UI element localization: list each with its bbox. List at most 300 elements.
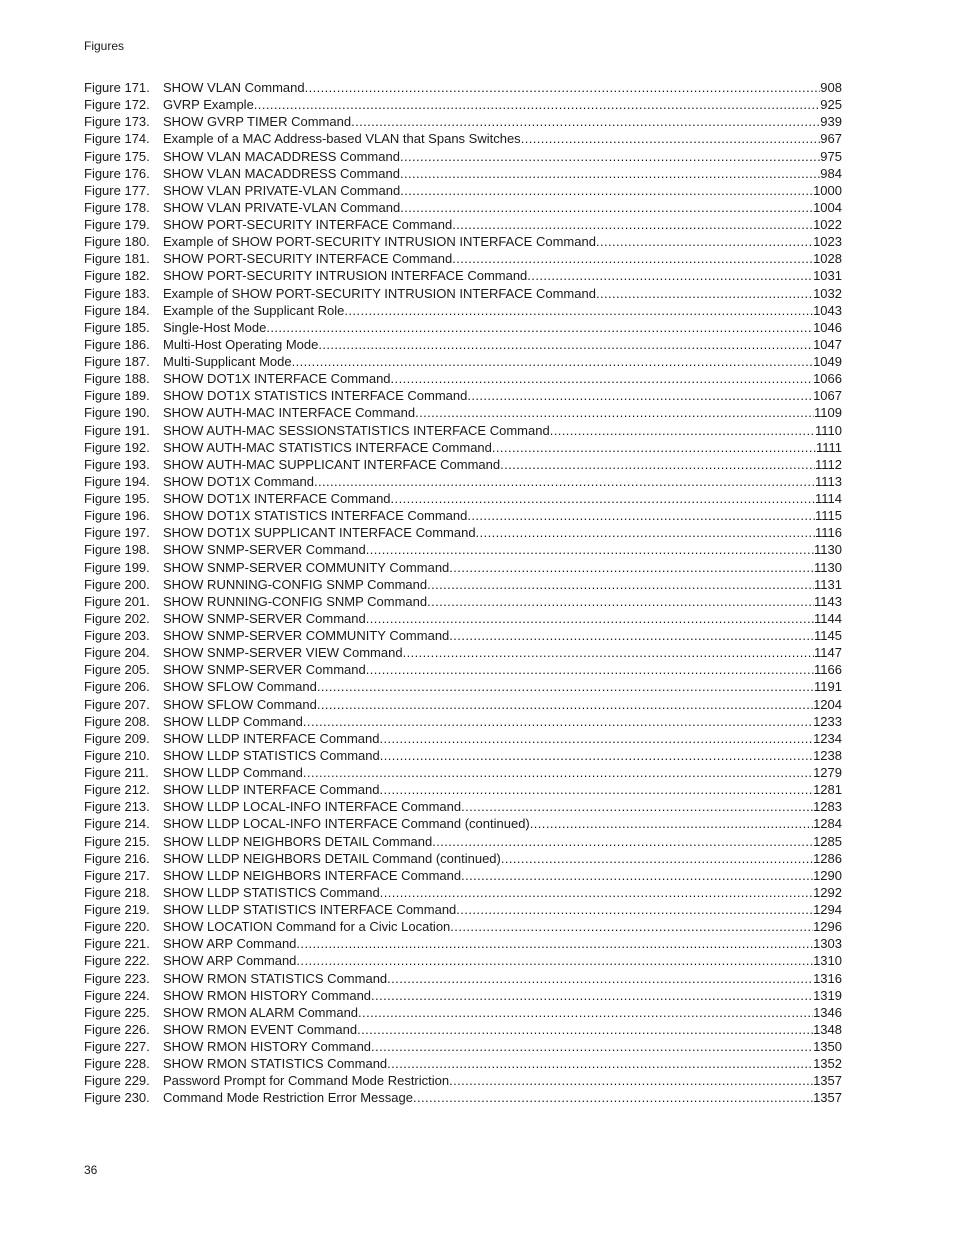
figure-number: Figure 229. [84, 1073, 150, 1089]
figure-entry[interactable] [84, 798, 842, 815]
figure-page-number: 1022 [813, 217, 842, 232]
figure-entry[interactable] [84, 1089, 842, 1106]
figure-number: Figure 210. [84, 747, 150, 763]
figure-number: Figure 206. [84, 679, 150, 695]
figure-page-number: 1283 [813, 799, 842, 815]
figure-number: Figure 196. [84, 508, 150, 524]
figure-title: GVRP Example [163, 97, 254, 113]
dot-leader [530, 815, 813, 832]
figure-title: SHOW RUNNING-CONFIG SNMP Command [163, 576, 428, 592]
figure-page-number: 1294 [813, 902, 842, 917]
dot-leader [317, 696, 813, 713]
figure-number: Figure 183. [84, 285, 150, 301]
dot-leader [596, 285, 813, 302]
figure-number: Figure 221. [84, 936, 150, 952]
figure-page-number: 1296 [813, 919, 842, 935]
figure-page-number: 1147 [814, 645, 842, 661]
figure-page-number: 1046 [813, 319, 842, 335]
figure-number: Figure 190. [84, 405, 150, 421]
dot-leader [400, 199, 813, 216]
figure-number: Figure 201. [84, 593, 150, 609]
dot-leader [427, 593, 814, 610]
dot-leader [400, 182, 813, 199]
dot-leader [317, 678, 814, 695]
figure-title: SHOW PORT-SECURITY INTRUSION INTERFACE Command [163, 268, 528, 284]
figure-page-number: 1032 [813, 285, 842, 301]
figure-entry[interactable] [84, 1072, 842, 1089]
figure-number: Figure 215. [84, 833, 150, 849]
figure-page-number: 984 [820, 165, 842, 181]
figure-page-number: 1112 [815, 456, 842, 472]
figure-title: Command Mode Restriction Error Message [163, 1090, 413, 1106]
figure-title: SHOW LLDP Command [163, 713, 303, 729]
figure-title: SHOW VLAN PRIVATE-VLAN Command [163, 182, 401, 198]
figure-title: SHOW LLDP STATISTICS INTERFACE Command [163, 902, 457, 917]
figure-page-number: 1238 [813, 747, 842, 763]
figure-title: SHOW SNMP-SERVER Command [163, 662, 366, 678]
figure-title: Multi-Host Operating Mode [163, 336, 319, 352]
figure-page-number: 1145 [814, 628, 842, 643]
figure-page-number: 1284 [813, 816, 842, 832]
figure-entry[interactable] [84, 661, 842, 678]
figure-title: SHOW SNMP-SERVER VIEW Command [163, 645, 403, 661]
figure-page-number: 939 [820, 114, 842, 130]
figure-page-number: 1346 [813, 1004, 842, 1020]
figure-entry[interactable] [84, 199, 842, 216]
figure-number: Figure 205. [84, 662, 150, 678]
figure-title: Example of a MAC Address-based VLAN that Spans Switches [163, 131, 521, 147]
figure-title: Example of SHOW PORT-SECURITY INTRUSION INTERFACE Command [163, 285, 596, 301]
dot-leader [400, 165, 820, 182]
figure-page-number: 1310 [813, 953, 842, 969]
figure-title: Password Prompt for Command Mode Restriction [163, 1073, 450, 1089]
figure-page-number: 1285 [813, 833, 842, 849]
figure-title: SHOW SFLOW Command [163, 679, 317, 695]
figure-page-number: 1028 [813, 251, 842, 267]
figure-page-number: 1066 [813, 371, 842, 387]
figure-entry[interactable] [84, 216, 842, 233]
figure-entry[interactable] [84, 644, 842, 661]
figure-entry[interactable] [84, 250, 842, 267]
dot-leader [391, 370, 814, 387]
figure-number: Figure 171. [84, 80, 150, 95]
figure-number: Figure 194. [84, 473, 150, 489]
dot-leader [452, 250, 813, 267]
figure-page-number: 1131 [814, 576, 842, 592]
figure-title: SHOW DOT1X STATISTICS INTERFACE Command [163, 388, 468, 404]
figure-number: Figure 188. [84, 371, 150, 387]
figure-number: Figure 176. [84, 165, 150, 181]
figure-entry[interactable] [84, 439, 842, 456]
figure-number: Figure 191. [84, 422, 150, 438]
figure-page-number: 1130 [814, 559, 842, 575]
figure-number: Figure 217. [84, 867, 150, 883]
dot-leader [380, 747, 813, 764]
figure-number: Figure 193. [84, 456, 150, 472]
dot-leader [521, 130, 821, 147]
figure-title: SHOW LLDP Command [163, 765, 303, 780]
figure-page-number: 1290 [813, 867, 842, 883]
figure-title: SHOW SNMP-SERVER COMMUNITY Command [163, 628, 450, 643]
figure-page-number: 1191 [814, 679, 842, 695]
figure-entry[interactable] [84, 952, 842, 969]
figure-number: Figure 207. [84, 696, 150, 712]
figure-entry[interactable] [84, 165, 842, 182]
figure-entry[interactable] [84, 696, 842, 713]
dot-leader [492, 439, 816, 456]
figure-title: SHOW PORT-SECURITY INTERFACE Command [163, 251, 453, 267]
figure-page-number: 1004 [813, 199, 842, 215]
figure-title: SHOW DOT1X SUPPLICANT INTERFACE Command [163, 525, 476, 541]
dot-leader [314, 473, 815, 490]
figure-entry[interactable] [84, 233, 842, 250]
figure-page-number: 1234 [813, 730, 842, 746]
figure-title: SHOW LLDP INTERFACE Command [163, 730, 380, 746]
figure-number: Figure 173. [84, 114, 150, 130]
figure-title: SHOW LLDP NEIGHBORS INTERFACE Command [163, 867, 462, 883]
figure-number: Figure 211. [84, 765, 149, 780]
figure-title: SHOW DOT1X INTERFACE Command [163, 371, 391, 387]
figure-title: SHOW LLDP LOCAL-INFO INTERFACE Command [163, 799, 462, 815]
figure-entry[interactable] [84, 1021, 842, 1038]
figure-number: Figure 197. [84, 525, 150, 541]
figure-entry[interactable] [84, 130, 842, 147]
dot-leader [254, 96, 821, 113]
dot-leader [296, 952, 813, 969]
figure-number: Figure 218. [84, 884, 150, 900]
figure-number: Figure 180. [84, 234, 150, 250]
figure-entry[interactable] [84, 473, 842, 490]
dot-leader [305, 79, 821, 96]
figure-entry[interactable] [84, 285, 842, 302]
figure-title: SHOW LLDP NEIGHBORS DETAIL Command [163, 833, 433, 849]
dot-leader [432, 833, 813, 850]
dot-leader [371, 987, 813, 1004]
figure-number: Figure 189. [84, 388, 150, 404]
figure-number: Figure 175. [84, 148, 150, 164]
figure-title: SHOW LLDP NEIGHBORS DETAIL Command (continued) [163, 850, 501, 866]
dot-leader [476, 524, 815, 541]
figure-entry[interactable] [84, 747, 842, 764]
figure-title: SHOW DOT1X INTERFACE Command [163, 491, 391, 506]
figure-entry[interactable] [84, 524, 842, 541]
figure-number: Figure 228. [84, 1056, 150, 1072]
figure-title: SHOW AUTH-MAC SESSIONSTATISTICS INTERFACE Command [163, 422, 550, 438]
dot-leader [387, 970, 813, 987]
figure-entry[interactable] [84, 490, 842, 507]
figure-page-number: 975 [820, 148, 842, 164]
dot-leader [366, 541, 814, 558]
figure-number: Figure 225. [84, 1004, 150, 1020]
figure-entry[interactable] [84, 456, 842, 473]
figure-page-number: 1113 [815, 473, 842, 489]
dot-leader [456, 901, 813, 918]
dot-leader [450, 918, 813, 935]
figure-title: SHOW DOT1X Command [163, 473, 314, 489]
figure-number: Figure 213. [84, 799, 150, 815]
figure-page-number: 1023 [813, 234, 842, 250]
figure-entry[interactable] [84, 559, 842, 576]
figure-number: Figure 186. [84, 336, 150, 352]
figure-title: SHOW VLAN Command [163, 80, 305, 95]
figure-entry[interactable] [84, 148, 842, 165]
figure-page-number: 1116 [815, 525, 842, 541]
figure-page-number: 1144 [814, 610, 842, 626]
running-header: Figures [84, 39, 125, 53]
dot-leader [461, 798, 813, 815]
figure-entry[interactable] [84, 901, 842, 918]
figure-number: Figure 177. [84, 182, 150, 198]
figure-entry[interactable] [84, 302, 842, 319]
dot-leader [303, 713, 813, 730]
dot-leader [379, 781, 813, 798]
figure-page-number: 1143 [814, 593, 842, 609]
figure-page-number: 1319 [813, 987, 842, 1003]
figure-entry[interactable] [84, 815, 842, 832]
figure-entry[interactable] [84, 918, 842, 935]
figure-entry[interactable] [84, 713, 842, 730]
figure-entry[interactable] [84, 678, 842, 695]
figure-number: Figure 204. [84, 645, 150, 661]
figure-number: Figure 172. [84, 97, 150, 113]
figure-title: SHOW VLAN PRIVATE-VLAN Command [163, 199, 401, 215]
figure-entry[interactable] [84, 404, 842, 421]
dot-leader [452, 216, 813, 233]
figure-number: Figure 203. [84, 628, 150, 643]
figure-entry[interactable] [84, 267, 842, 284]
figure-title: SHOW LLDP INTERFACE Command [163, 782, 380, 798]
figure-number: Figure 209. [84, 730, 150, 746]
dot-leader [461, 867, 813, 884]
figure-title: SHOW ARP Command [163, 953, 297, 969]
figure-number: Figure 174. [84, 131, 150, 147]
dot-leader [357, 1021, 813, 1038]
figure-number: Figure 198. [84, 542, 150, 558]
figure-page-number: 1233 [813, 713, 842, 729]
figure-number: Figure 220. [84, 919, 150, 935]
figure-page-number: 1316 [813, 970, 842, 986]
figure-number: Figure 216. [84, 850, 150, 866]
figure-page-number: 1110 [815, 422, 842, 438]
figure-page-number: 1352 [813, 1056, 842, 1072]
figure-entry[interactable] [84, 96, 842, 113]
dot-leader [303, 764, 813, 781]
dot-leader [449, 559, 814, 576]
figure-title: SHOW AUTH-MAC SUPPLICANT INTERFACE Command [163, 456, 501, 472]
figure-entry[interactable] [84, 593, 842, 610]
figure-number: Figure 227. [84, 1039, 150, 1054]
dot-leader [500, 456, 815, 473]
figure-entry[interactable] [84, 935, 842, 952]
figure-entry[interactable] [84, 850, 842, 867]
figure-entry[interactable] [84, 730, 842, 747]
figure-number: Figure 212. [84, 782, 150, 798]
figure-title: SHOW SFLOW Command [163, 696, 317, 712]
dot-leader [501, 850, 813, 867]
figure-page-number: 1357 [813, 1073, 842, 1089]
figure-entry[interactable] [84, 507, 842, 524]
figure-title: SHOW RMON STATISTICS Command [163, 1056, 388, 1072]
dot-leader [366, 610, 814, 627]
figure-title: SHOW SNMP-SERVER Command [163, 610, 366, 626]
figure-number: Figure 222. [84, 953, 150, 969]
figure-number: Figure 202. [84, 610, 150, 626]
dot-leader [467, 387, 813, 404]
figure-number: Figure 184. [84, 302, 150, 318]
figure-page-number: 1049 [813, 354, 842, 369]
figure-title: SHOW AUTH-MAC INTERFACE Command [163, 405, 416, 421]
figure-number: Figure 187. [84, 354, 150, 369]
figure-title: SHOW RMON STATISTICS Command [163, 970, 388, 986]
dot-leader [413, 1089, 813, 1106]
dot-leader [400, 148, 820, 165]
figure-page-number: 1109 [814, 405, 842, 421]
dot-leader [449, 1072, 813, 1089]
figure-title: SHOW LLDP LOCAL-INFO INTERFACE Command (continued) [163, 816, 530, 832]
figure-entry[interactable] [84, 610, 842, 627]
figure-entry[interactable] [84, 576, 842, 593]
figure-entry[interactable] [84, 1004, 842, 1021]
figure-entry[interactable] [84, 627, 842, 644]
figure-title: SHOW GVRP TIMER Command [163, 114, 352, 130]
figure-number: Figure 200. [84, 576, 150, 592]
figure-number: Figure 226. [84, 1021, 150, 1037]
figure-title: SHOW RUNNING-CONFIG SNMP Command [163, 593, 428, 609]
figure-title: Example of SHOW PORT-SECURITY INTRUSION INTERFACE Command [163, 234, 596, 250]
figure-entry[interactable] [84, 387, 842, 404]
dot-leader [379, 730, 813, 747]
figure-number: Figure 230. [84, 1090, 150, 1106]
figure-title: SHOW LLDP STATISTICS Command [163, 747, 380, 763]
figure-title: SHOW ARP Command [163, 936, 297, 952]
figure-title: SHOW RMON HISTORY Command [163, 987, 372, 1003]
figure-page-number: 1281 [813, 782, 842, 798]
figure-title: SHOW RMON HISTORY Command [163, 1039, 372, 1054]
figure-title: SHOW LOCATION Command for a Civic Location [163, 919, 451, 935]
figure-entry[interactable] [84, 541, 842, 558]
dot-leader [527, 267, 813, 284]
figure-number: Figure 219. [84, 902, 150, 917]
dot-leader [344, 302, 813, 319]
figure-number: Figure 195. [84, 491, 150, 506]
figure-page-number: 1114 [815, 491, 842, 506]
figure-page-number: 1043 [813, 302, 842, 318]
figure-title: SHOW LLDP STATISTICS Command [163, 884, 380, 900]
figure-page-number: 908 [820, 80, 842, 95]
figure-page-number: 1130 [814, 542, 842, 558]
dot-leader [391, 490, 815, 507]
figure-title: SHOW AUTH-MAC STATISTICS INTERFACE Command [163, 439, 492, 455]
figure-entry[interactable] [84, 113, 842, 130]
figure-number: Figure 224. [84, 987, 150, 1003]
figure-page-number: 1000 [813, 182, 842, 198]
figure-entry[interactable] [84, 422, 842, 439]
figure-title: SHOW RMON EVENT Command [163, 1021, 358, 1037]
figure-title: Multi-Supplicant Mode [163, 354, 292, 369]
dot-leader [467, 507, 815, 524]
figure-entry[interactable] [84, 970, 842, 987]
dot-leader [449, 627, 814, 644]
figure-number: Figure 181. [84, 251, 150, 267]
figure-entry[interactable] [84, 370, 842, 387]
dot-leader [371, 1038, 813, 1055]
figure-title: SHOW VLAN MACADDRESS Command [163, 165, 400, 181]
dot-leader [596, 233, 813, 250]
figure-entry[interactable] [84, 867, 842, 884]
figure-title: SHOW VLAN MACADDRESS Command [163, 148, 400, 164]
figure-number: Figure 208. [84, 713, 150, 729]
figure-entry[interactable] [84, 833, 842, 850]
dot-leader [358, 1004, 813, 1021]
dot-leader [266, 319, 813, 336]
figure-title: Example of the Supplicant Role [163, 302, 345, 318]
figure-entry[interactable] [84, 336, 842, 353]
dot-leader [415, 404, 814, 421]
dot-leader [550, 422, 815, 439]
figure-number: Figure 179. [84, 217, 150, 232]
figure-number: Figure 185. [84, 319, 150, 335]
dot-leader [318, 336, 813, 353]
figure-entry[interactable] [84, 182, 842, 199]
figure-page-number: 1115 [815, 508, 842, 524]
dot-leader [351, 113, 820, 130]
figure-page-number: 1357 [813, 1090, 842, 1106]
figure-title: SHOW SNMP-SERVER Command [163, 542, 366, 558]
figure-number: Figure 192. [84, 439, 150, 455]
figure-page-number: 1286 [813, 850, 842, 866]
figure-entry[interactable] [84, 1055, 842, 1072]
figure-title: SHOW RMON ALARM Command [163, 1004, 359, 1020]
figure-entry[interactable] [84, 781, 842, 798]
dot-leader [403, 644, 814, 661]
figure-title: SHOW DOT1X STATISTICS INTERFACE Command [163, 508, 468, 524]
figure-number: Figure 199. [84, 559, 150, 575]
figure-title: SHOW SNMP-SERVER COMMUNITY Command [163, 559, 450, 575]
figure-number: Figure 182. [84, 268, 150, 284]
figure-number: Figure 178. [84, 199, 150, 215]
figure-page-number: 1204 [813, 696, 842, 712]
figure-entry[interactable] [84, 884, 842, 901]
figure-page-number: 1279 [813, 765, 842, 780]
figure-entry[interactable] [84, 987, 842, 1004]
figure-entry[interactable] [84, 353, 842, 370]
figure-page-number: 1111 [815, 439, 842, 455]
figure-entry[interactable] [84, 79, 842, 96]
figure-title: Single-Host Mode [163, 319, 267, 335]
figure-page-number: 1166 [814, 662, 842, 678]
figure-page-number: 1047 [813, 336, 842, 352]
dot-leader [366, 661, 814, 678]
figure-page-number: 1067 [813, 388, 842, 404]
figure-page-number: 967 [820, 131, 842, 147]
dot-leader [427, 576, 814, 593]
figure-title: SHOW PORT-SECURITY INTERFACE Command [163, 217, 453, 232]
figure-page-number: 1292 [813, 884, 842, 900]
figure-number: Figure 223. [84, 970, 150, 986]
figure-entry[interactable] [84, 1038, 842, 1055]
dot-leader [292, 353, 813, 370]
list-of-figures [84, 79, 842, 1107]
figure-entry[interactable] [84, 319, 842, 336]
dot-leader [296, 935, 813, 952]
figure-page-number: 925 [820, 97, 842, 113]
figure-page-number: 1031 [813, 268, 842, 284]
figure-entry[interactable] [84, 764, 842, 781]
figure-page-number: 1348 [813, 1021, 842, 1037]
page-number: 36 [84, 1163, 98, 1177]
figure-number: Figure 214. [84, 816, 150, 832]
figure-page-number: 1303 [813, 936, 842, 952]
